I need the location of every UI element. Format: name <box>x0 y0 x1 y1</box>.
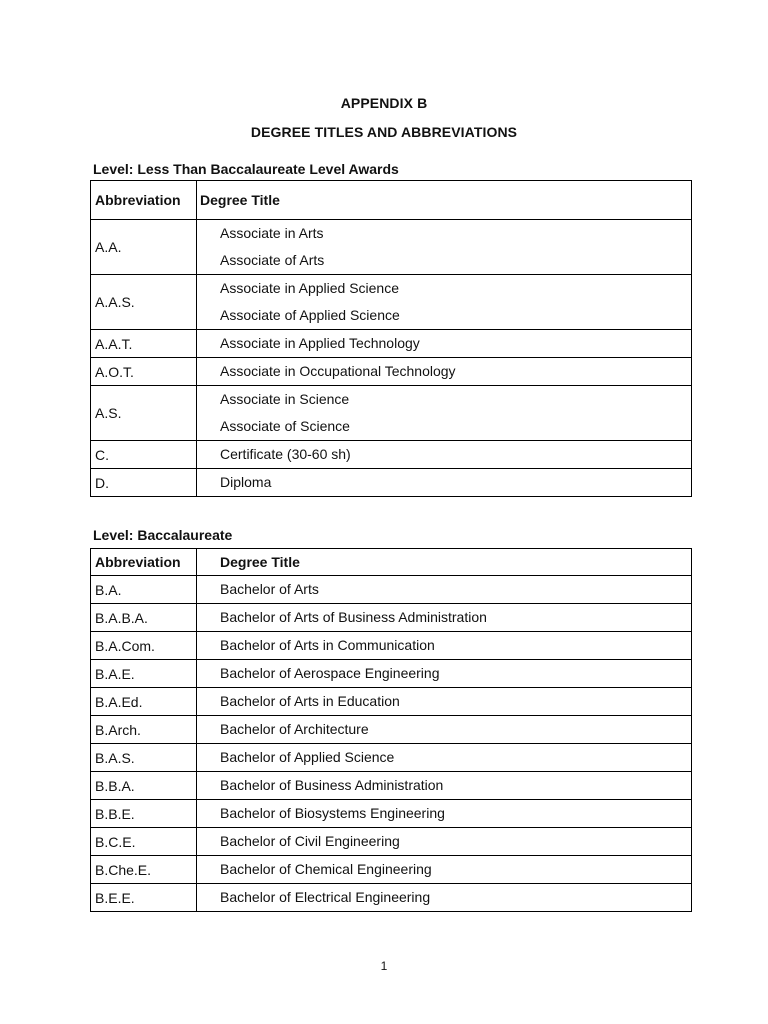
degree-title-cell <box>197 330 692 358</box>
table-row <box>91 800 692 828</box>
abbreviation-cell: A.A. <box>91 220 197 275</box>
table-header-row <box>91 181 692 220</box>
page-number: 1 <box>380 959 388 973</box>
associate-degree-table <box>90 180 692 497</box>
degree-title: Bachelor of Aerospace Engineering <box>220 665 440 681</box>
degree-title-cell <box>197 828 692 856</box>
table-row <box>91 828 692 856</box>
table-row <box>91 358 692 386</box>
degree-title-cell <box>197 358 692 386</box>
column-header-degree-title: Degree Title <box>197 181 692 220</box>
table-row <box>91 856 692 884</box>
column-header-abbreviation: Abbreviation <box>91 181 197 220</box>
degree-title: Bachelor of Business Administration <box>220 777 444 793</box>
abbreviation-cell: B.A. <box>91 576 197 604</box>
abbreviation-cell: B.B.E. <box>91 800 197 828</box>
degree-title: Certificate (30-60 sh) <box>220 446 351 462</box>
degree-title-cell <box>197 632 692 660</box>
table-row <box>91 688 692 716</box>
baccalaureate-degree-table <box>90 548 692 912</box>
abbreviation-cell: C. <box>91 441 197 469</box>
degree-title-cell <box>197 275 692 330</box>
degree-title-cell <box>197 772 692 800</box>
degree-title: Associate of Applied Science <box>220 307 400 323</box>
table-row <box>91 469 692 497</box>
abbreviation-cell: B.A.Ed. <box>91 688 197 716</box>
table-row <box>91 632 692 660</box>
degree-title: Associate in Applied Technology <box>220 335 420 351</box>
column-header-abbreviation: Abbreviation <box>91 549 197 576</box>
table-row <box>91 576 692 604</box>
degree-title: Associate in Occupational Technology <box>220 363 456 379</box>
degree-title-cell <box>197 884 692 912</box>
degree-title: Bachelor of Biosystems Engineering <box>220 805 445 821</box>
table-row <box>91 386 692 441</box>
abbreviation-cell: B.B.A. <box>91 772 197 800</box>
degree-title-cell <box>197 441 692 469</box>
abbreviation-cell: A.A.T. <box>91 330 197 358</box>
degree-title: Diploma <box>220 474 272 490</box>
degree-title: Bachelor of Electrical Engineering <box>220 889 431 905</box>
table-row <box>91 772 692 800</box>
appendix-label: APPENDIX B <box>340 95 428 111</box>
degree-title: Associate in Applied Science <box>220 280 399 296</box>
degree-title-cell <box>197 220 692 275</box>
degree-title: Associate of Science <box>220 418 350 434</box>
table-row <box>91 884 692 912</box>
degree-title: Associate in Arts <box>220 225 324 241</box>
table-row <box>91 744 692 772</box>
section-label-associate: Level: Less Than Baccalaureate Level Awards <box>93 161 399 177</box>
abbreviation-cell: B.C.E. <box>91 828 197 856</box>
table-row <box>91 716 692 744</box>
abbreviation-cell: B.Che.E. <box>91 856 197 884</box>
degree-title-cell <box>197 744 692 772</box>
abbreviation-cell: B.E.E. <box>91 884 197 912</box>
degree-title: Bachelor of Arts of Business Administration <box>220 609 487 625</box>
degree-title: Bachelor of Civil Engineering <box>220 833 400 849</box>
abbreviation-cell: B.A.B.A. <box>91 604 197 632</box>
abbreviation-cell: A.O.T. <box>91 358 197 386</box>
degree-title-cell <box>197 856 692 884</box>
abbreviation-cell: D. <box>91 469 197 497</box>
abbreviation-cell: B.A.Com. <box>91 632 197 660</box>
degree-title-cell <box>197 688 692 716</box>
degree-title: Bachelor of Arts <box>220 581 319 597</box>
abbreviation-cell: A.A.S. <box>91 275 197 330</box>
page-title: DEGREE TITLES AND ABBREVIATIONS <box>250 124 518 140</box>
abbreviation-cell: B.A.S. <box>91 744 197 772</box>
degree-title: Associate in Science <box>220 391 350 407</box>
degree-title-cell <box>197 660 692 688</box>
degree-title-cell <box>197 716 692 744</box>
table-row <box>91 441 692 469</box>
table-header-row <box>91 549 692 576</box>
table-row <box>91 604 692 632</box>
degree-title: Bachelor of Applied Science <box>220 749 395 765</box>
abbreviation-cell: A.S. <box>91 386 197 441</box>
associate-degree-rows <box>91 220 692 497</box>
degree-title-cell <box>197 469 692 497</box>
degree-title-cell <box>197 604 692 632</box>
degree-title: Bachelor of Arts in Education <box>220 693 400 709</box>
degree-title-cell <box>197 800 692 828</box>
degree-title: Associate of Arts <box>220 252 325 268</box>
degree-title: Bachelor of Chemical Engineering <box>220 861 432 877</box>
degree-title: Bachelor of Arts in Communication <box>220 637 435 653</box>
section-label-baccalaureate: Level: Baccalaureate <box>93 527 233 543</box>
table-row <box>91 660 692 688</box>
degree-title-cell <box>197 386 692 441</box>
table-row <box>91 275 692 330</box>
degree-title: Bachelor of Architecture <box>220 721 369 737</box>
abbreviation-cell: B.Arch. <box>91 716 197 744</box>
table-row <box>91 220 692 275</box>
degree-title-cell <box>197 576 692 604</box>
abbreviation-cell: B.A.E. <box>91 660 197 688</box>
column-header-degree-title: Degree Title <box>197 549 692 576</box>
table-row <box>91 330 692 358</box>
baccalaureate-degree-rows <box>91 576 692 912</box>
